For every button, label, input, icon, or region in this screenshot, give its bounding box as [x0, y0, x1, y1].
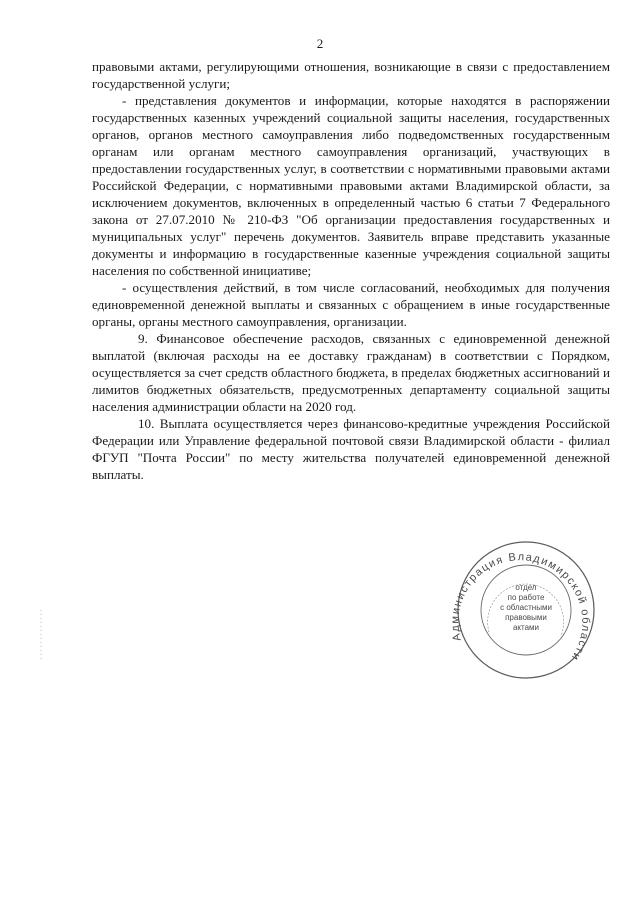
- paragraph-actions: - осуществления действий, в том числе согласований, необходимых для получения единовременной денежной выплаты и связанных с обращением в иные государственные органы, органы местного самоуправления, организации.: [92, 280, 610, 329]
- stamp-center-line-2: по работе: [507, 593, 545, 602]
- page-number: 2: [316, 36, 324, 51]
- paragraph-continuation: правовыми актами, регулирующими отношения, возникающие в связи с предоставлением государственной услуги;: [92, 59, 610, 91]
- official-stamp: [421, 540, 627, 680]
- paragraph-documents-info: - представления документов и информации, которые находятся в распоряжении государственных казенных учреждений социальной защиты населения, государственных органов, органов местного самоуправления либо подведомственных государственным органам или органам местного самоуправления организаций, участвующих в предоставлении государственных услуг, в соответствии с нормативными правовыми актами Российской Федерации, с нормативными правовыми актами Владимирской области, за исключением документов, включенных в определенный частью 6 статьи 7 Федерального закона от 27.07.2010 № 210-ФЗ "Об организации предоставления государственных и муниципальных услуг" перечень документов. Заявитель вправе представить указанные документы и информацию в государственные казенные учреждения социальной защиты населения по собственной инициативе;: [92, 93, 610, 278]
- stamp-center-line-3: с областными: [500, 603, 552, 612]
- stamp-center-line-5: актами: [512, 623, 540, 632]
- paragraph-item-10: 10. Выплата осуществляется через финансово-кредитные учреждения Российской Федерации или Управление федеральной почтовой связи Владимирской области - филиал ФГУП "Почта России" по месту жительства получателей единовременной денежной выплаты.: [92, 416, 610, 482]
- stamp-center-line-4: правовыми: [505, 613, 547, 622]
- paragraph-item-9: 9. Финансовое обеспечение расходов, связанных с единовременной денежной выплатой (включая расходы на ее доставку гражданам) в соответствии с Порядком, осуществляется за счет средств областного бюджета, в пределах бюджетных ассигнований и лимитов бюджетных обязательств, предусмотренных департаменту социальной защиты населения администрации области на 2020 год.: [92, 331, 610, 414]
- document-body: [92, 58, 610, 483]
- stamp-outer-text: Администрация Владимирской области: [449, 551, 592, 664]
- margin-scan-mark: [40, 610, 42, 662]
- stamp-center-line-1: отдел: [515, 583, 537, 592]
